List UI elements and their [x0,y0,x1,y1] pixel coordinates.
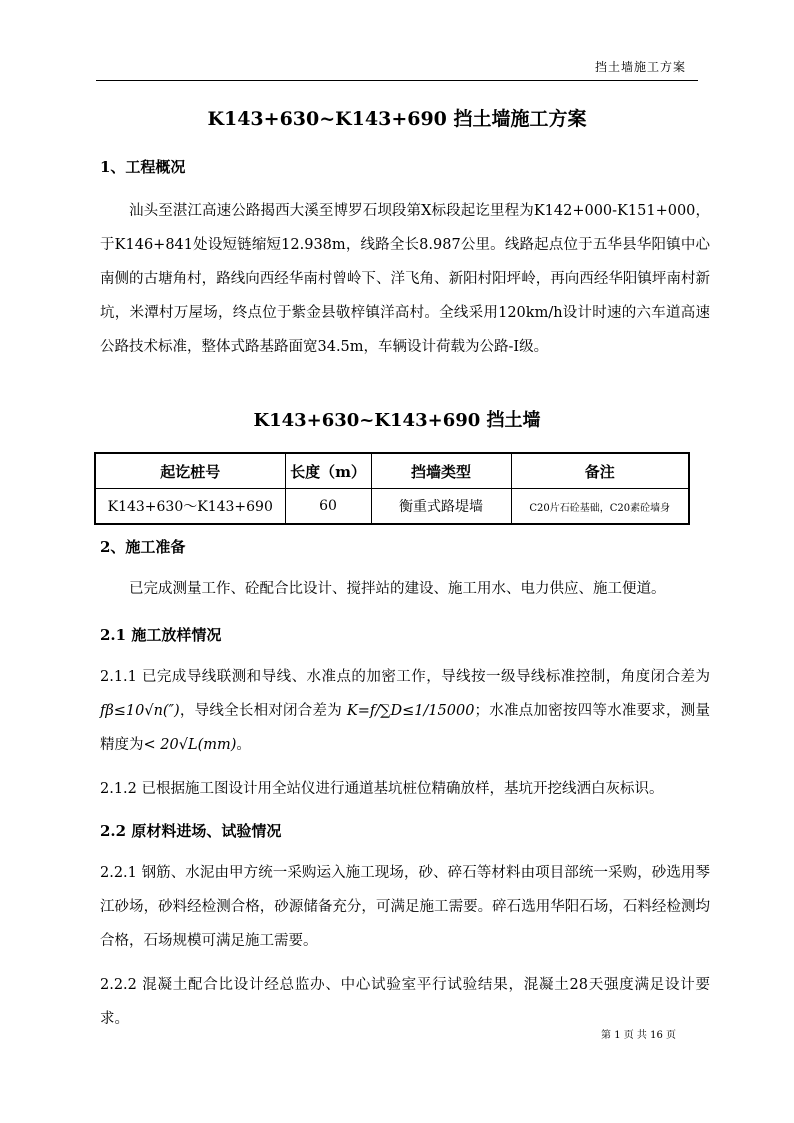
page-header-text: 挡土墙施工方案 [594,60,686,74]
retaining-wall-table [94,452,690,525]
col-header-wall-type: 挡墙类型 [371,453,511,489]
table-header-row [95,453,689,489]
col-header-length: 长度（m） [285,453,371,489]
precision-formula: 20√L(mm) [160,737,237,753]
section-2-2-heading: 2.2 原材料进场、试验情况 [100,822,282,840]
section-1-paragraph: 汕头至湛江高速公路揭西大溪至博罗石坝段第Ⅹ标段起讫里程为K142+000-K151+000，于K146+841处设短链缩短12.938m，线路全长8.987公里。线路起点位于五华县华阳镇中心南侧的古塘角村，路线向西经华南村曾岭下、洋飞角、新阳村阳坪岭，再向西经华阳镇坪南村新坑，米潭村万屋场，终点位于紫金县敬梓镇洋高村。全线采用120km/h设计时速的六车道高速公路技术标准，整体式路基路面宽34.5m，车辆设计荷载为公路-Ⅰ级。 [100,203,710,355]
cell-length: 60 [285,489,371,525]
text-2-1-1-b: ，导线全长相对闭合差为 [179,703,347,719]
paragraph-2-2-2: 2.2.2 混凝土配合比设计经总监办、中心试验室平行试验结果，混凝土28天强度满足设计要求。 [100,977,710,1027]
section-2-body [100,572,710,606]
document-title: K143+630~K143+690 挡土墙施工方案 [207,108,587,130]
paragraph-2-1-2: 2.1.2 已根据施工图设计用全站仪进行通道基坑桩位精确放样，基坑开挖线洒白灰标识。 [100,781,664,797]
table-title: K143+630~K143+690 挡土墙 [253,410,541,431]
section-1-heading: 1、工程概况 [100,158,186,176]
header-rule [96,80,698,81]
col-header-station: 起讫桩号 [95,453,285,489]
cell-station: K143+630～K143+690 [95,489,285,525]
paragraph-2-2-1: 2.2.1 钢筋、水泥由甲方统一采购运入施工现场，砂、碎石等材料由项目部统一采购，砂选用琴江砂场，砂料经检测合格，砂源储备充分，可满足施工需要。碎石选用华阳石场，石料经检测均合格，石场规模可满足施工需要。 [100,865,710,949]
text-2-1-1-d: 。 [236,737,251,753]
angle-closure-formula: fβ≤10√n(″) [100,703,180,719]
table-row [95,489,689,525]
text-2-1-1-c: ；水准点加密按四等水准要求，测量精度为< [100,703,711,753]
text-2-1-1-a: 2.1.1 已完成导线联测和导线、水准点的加密工作，导线按一级导线标准控制，角度闭合差为 [100,669,710,685]
section-2-2-body [100,856,710,1036]
paragraph-2-1-1 [100,660,710,762]
col-header-remarks: 备注 [511,453,689,489]
section-2-1-body [100,660,710,806]
relative-closure-formula: K=f/∑D≤1/15000 [346,703,475,719]
section-2-paragraph: 已完成测量工作、砼配合比设计、搅拌站的建设、施工用水、电力供应、施工便道。 [129,581,666,597]
cell-remarks: C20片石砼基础，C20素砼墙身 [511,489,689,525]
page-footer: 第 1 页 共 16 页 [601,1030,676,1041]
section-2-1-heading: 2.1 施工放样情况 [100,626,222,644]
section-2-heading: 2、施工准备 [100,538,186,556]
cell-wall-type: 衡重式路堤墙 [371,489,511,525]
section-1-body [100,194,710,364]
